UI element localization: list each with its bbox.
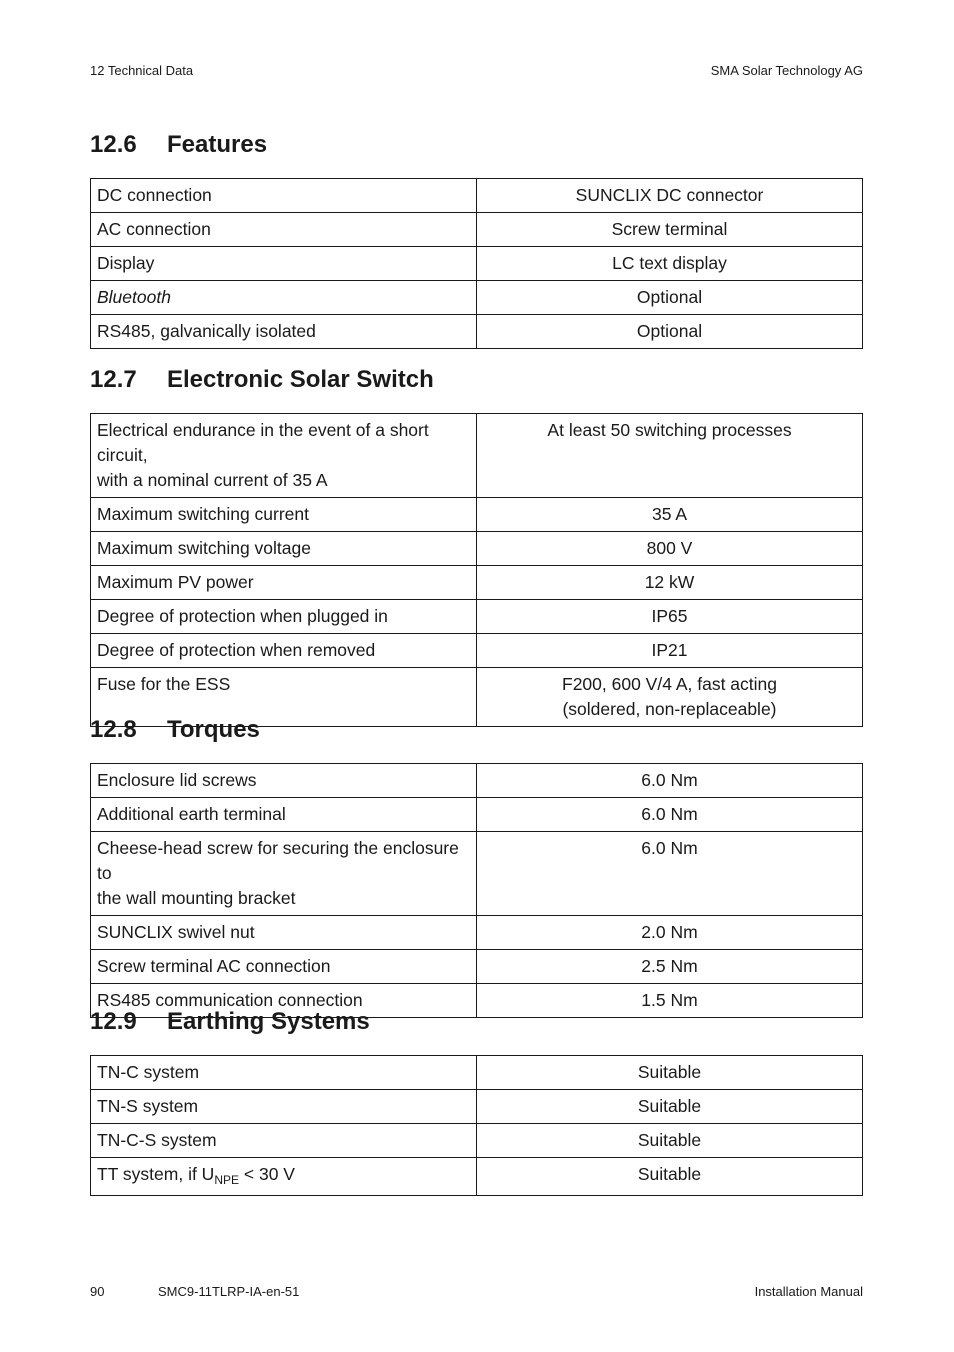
- row-label: Fuse for the ESS: [91, 668, 477, 727]
- section-number: 12.7: [90, 366, 137, 393]
- features-table: [90, 178, 863, 349]
- row-label: RS485 communication connection: [91, 984, 477, 1018]
- table-row: [91, 916, 863, 950]
- section-torques: [90, 715, 863, 1018]
- row-value: Suitable: [477, 1158, 863, 1196]
- row-label: Screw terminal AC connection: [91, 950, 477, 984]
- footer-document-type: Installation Manual: [754, 1284, 863, 1299]
- footer-document-code: SMC9-11TLRP-IA-en-51: [158, 1284, 300, 1299]
- section-title: Electronic Solar Switch: [167, 366, 434, 393]
- row-label: AC connection: [91, 213, 477, 247]
- section-number: 12.9: [90, 1008, 137, 1035]
- table-row: [91, 764, 863, 798]
- table-row: [91, 498, 863, 532]
- table-row: [91, 600, 863, 634]
- table-row: [91, 281, 863, 315]
- row-label-pre: TT system, if U: [97, 1164, 215, 1184]
- row-value-line: (soldered, non-replaceable): [562, 699, 777, 719]
- row-value: 6.0 Nm: [477, 798, 863, 832]
- ess-table: [90, 413, 863, 727]
- row-label-line: Electrical endurance in the event of a short circuit,: [97, 420, 429, 465]
- table-row: [91, 1056, 863, 1090]
- row-label: Maximum switching current: [91, 498, 477, 532]
- row-label: DC connection: [91, 179, 477, 213]
- section-title: Features: [167, 131, 268, 158]
- section-number: 12.6: [90, 131, 137, 158]
- table-row: [91, 414, 863, 498]
- row-value: Screw terminal: [477, 213, 863, 247]
- row-label: [91, 1158, 477, 1196]
- row-value: At least 50 switching processes: [477, 414, 863, 498]
- row-label: Display: [91, 247, 477, 281]
- row-value: LC text display: [477, 247, 863, 281]
- section-heading: [90, 1007, 863, 1037]
- torques-table: [90, 763, 863, 1018]
- row-label: Maximum PV power: [91, 566, 477, 600]
- section-earthing: [90, 1007, 863, 1196]
- table-row: [91, 798, 863, 832]
- table-row: [91, 634, 863, 668]
- section-title: Torques: [167, 716, 260, 743]
- row-label: TN-C-S system: [91, 1124, 477, 1158]
- table-row: [91, 247, 863, 281]
- row-value: Suitable: [477, 1056, 863, 1090]
- row-label: Enclosure lid screws: [91, 764, 477, 798]
- table-row: [91, 1158, 863, 1196]
- row-value: Suitable: [477, 1124, 863, 1158]
- section-heading: [90, 715, 863, 745]
- row-label: Maximum switching voltage: [91, 532, 477, 566]
- section-ess: [90, 365, 863, 727]
- header-chapter: 12 Technical Data: [90, 63, 194, 78]
- footer-page-number: 90: [90, 1284, 105, 1299]
- earthing-table: [90, 1055, 863, 1196]
- row-value: Optional: [477, 281, 863, 315]
- row-label: [91, 832, 477, 916]
- row-label-line: the wall mounting bracket: [97, 888, 296, 908]
- row-label-line: with a nominal current of 35 A: [97, 470, 328, 490]
- row-label: Degree of protection when plugged in: [91, 600, 477, 634]
- table-row: [91, 566, 863, 600]
- table-row: [91, 179, 863, 213]
- row-label: Additional earth terminal: [91, 798, 477, 832]
- table-row: [91, 213, 863, 247]
- row-label: Degree of protection when removed: [91, 634, 477, 668]
- table-row: [91, 1124, 863, 1158]
- section-heading: [90, 130, 863, 160]
- row-value-line: F200, 600 V/4 A, fast acting: [562, 674, 777, 694]
- row-label: SUNCLIX swivel nut: [91, 916, 477, 950]
- row-label-line: Cheese-head screw for securing the enclosure to: [97, 838, 459, 883]
- section-features: [90, 130, 863, 349]
- row-label: [91, 414, 477, 498]
- row-value: IP21: [477, 634, 863, 668]
- table-row: [91, 532, 863, 566]
- row-value: SUNCLIX DC connector: [477, 179, 863, 213]
- row-value: 1.5 Nm: [477, 984, 863, 1018]
- row-value: IP65: [477, 600, 863, 634]
- table-row: [91, 315, 863, 349]
- row-label-subscript: NPE: [214, 1173, 240, 1187]
- row-value: 2.0 Nm: [477, 916, 863, 950]
- row-value: 6.0 Nm: [477, 832, 863, 916]
- row-value: Optional: [477, 315, 863, 349]
- row-value: 2.5 Nm: [477, 950, 863, 984]
- row-value: 35 A: [477, 498, 863, 532]
- header-company: SMA Solar Technology AG: [710, 63, 863, 78]
- row-label: TN-C system: [91, 1056, 477, 1090]
- section-number: 12.8: [90, 716, 137, 743]
- row-label: RS485, galvanically isolated: [91, 315, 477, 349]
- row-value: 6.0 Nm: [477, 764, 863, 798]
- row-value: Suitable: [477, 1090, 863, 1124]
- table-row: [91, 832, 863, 916]
- row-value: 800 V: [477, 532, 863, 566]
- section-heading: [90, 365, 863, 395]
- row-label: Bluetooth: [91, 281, 477, 315]
- row-label-post: < 30 V: [239, 1164, 295, 1184]
- table-row: [91, 1090, 863, 1124]
- table-row: [91, 950, 863, 984]
- section-title: Earthing Systems: [167, 1008, 370, 1035]
- row-label: TN-S system: [91, 1090, 477, 1124]
- row-value: 12 kW: [477, 566, 863, 600]
